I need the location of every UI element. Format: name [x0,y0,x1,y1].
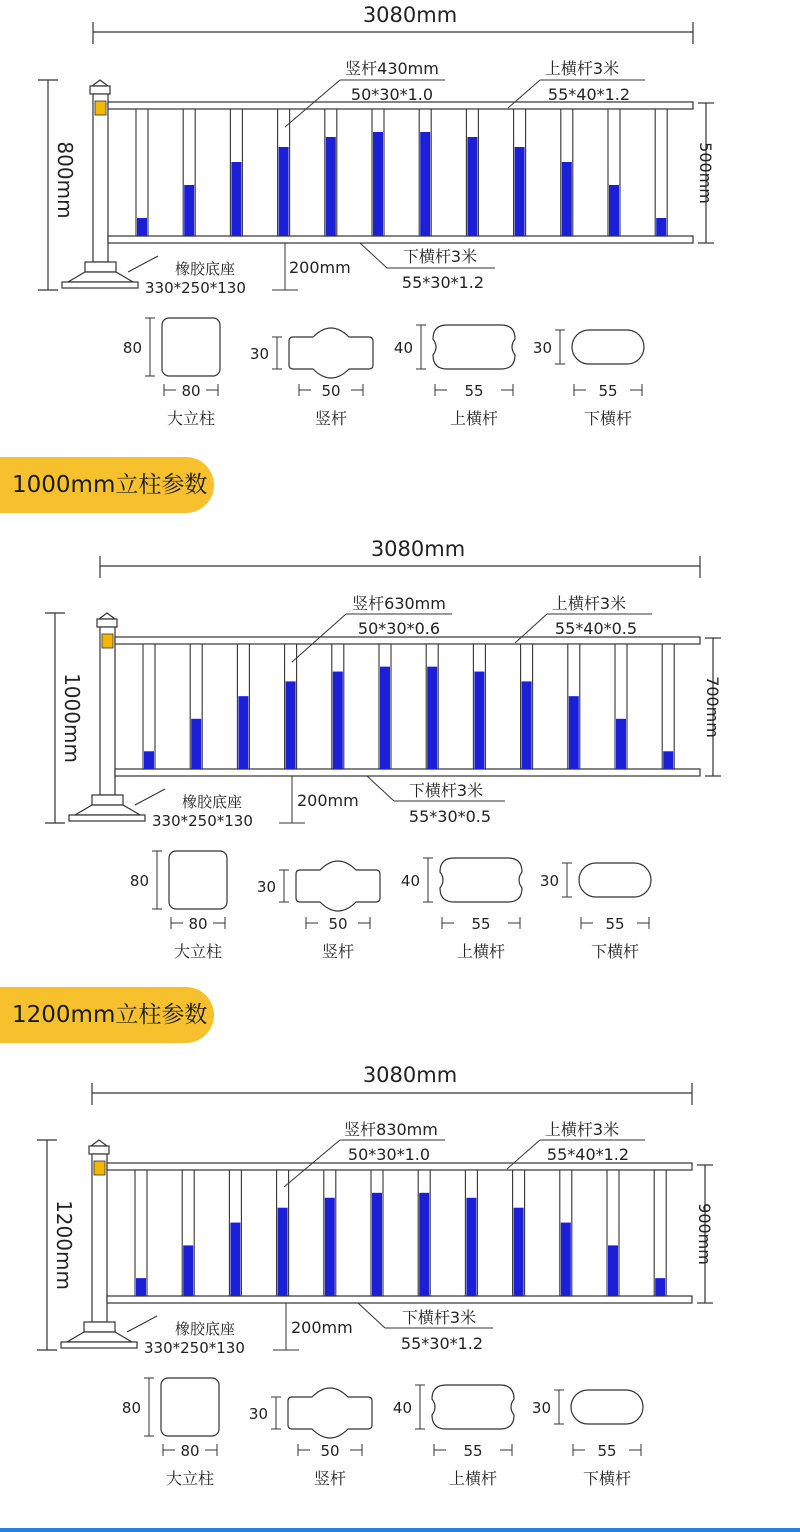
bottom-rail-profile [532,1390,643,1488]
vertical-bar-blue-segment [279,147,289,236]
top-rail-label: 上横杆3米 [544,59,620,78]
bottom-rail-label: 下横杆3米 [402,247,478,266]
base-label: 橡胶底座 [175,260,236,278]
diagram-1000 [0,533,800,973]
vertical-bar [560,1170,572,1296]
vertical-bar [654,1170,666,1296]
vertical-bar [514,109,526,236]
vertical-bar-blue-segment [137,218,147,236]
vertical-bar [513,1170,525,1296]
profile-name: 大立柱 [166,409,216,428]
vertical-bar-blue-segment [514,1208,524,1296]
vertical-bar [229,1170,241,1296]
profile-name: 竖杆 [314,409,348,428]
top-rail-spec: 55*40*1.2 [547,85,631,104]
profile-height-label: 80 [122,339,142,357]
top-rail [107,1163,692,1170]
base-label: 橡胶底座 [182,793,243,811]
bottom-rail [115,769,700,776]
vertical-bar-blue-segment [184,185,194,236]
profile-height-label: 30 [539,872,559,890]
vertical-bar-blue-segment [467,137,477,236]
base-spec: 330*250*130 [144,1339,245,1357]
vertical-bar [608,109,620,236]
diagram-1200 [0,1060,800,1500]
clearance-label: 200mm [289,258,351,277]
vertical-bar-blue-segment [562,162,572,236]
overall-height-label: 800mm [53,141,77,219]
vertical-bar-blue-segment [380,667,390,769]
vertical-bar-blue-segment [231,162,241,236]
vertical-bar-profile [250,328,373,428]
vertical-bar [135,1170,147,1296]
vertical-bar [521,644,533,769]
profile-height-label: 40 [392,1399,412,1417]
vertical-bar-blue-segment [191,719,201,769]
clearance-label: 200mm [297,791,359,810]
section-banner-1000 [0,457,214,513]
footer-divider [0,1528,800,1532]
section-banner-1200 [0,987,214,1043]
profile-height-label: 40 [393,339,413,357]
vertical-bar-blue-segment [515,147,525,236]
vertical-bar [561,109,573,236]
vertical-bar [465,1170,477,1296]
vertical-bar-blue-segment [278,1208,288,1296]
vertical-bar [419,109,431,236]
vertical-bar-blue-segment [238,696,248,769]
profile-width-label: 55 [598,382,618,400]
profile-name: 上横杆 [448,1469,498,1488]
rail-gap-label: 500mm [696,142,715,204]
profile-name: 下横杆 [582,1469,632,1488]
profile-name: 下横杆 [583,409,633,428]
rail-gap-label: 900mm [695,1203,714,1265]
profile-width-label: 80 [188,915,208,933]
vertical-bar-blue-segment [372,1193,382,1296]
profile-name: 竖杆 [313,1469,347,1488]
profile-width-label: 50 [328,915,348,933]
vertical-bar-blue-segment [326,137,336,236]
vertical-bar-blue-segment [136,1278,146,1296]
vertical-bar-blue-segment [608,1245,618,1296]
vertical-bar [136,109,148,236]
top-rail-profile [394,325,515,428]
vertical-bar-blue-segment [325,1198,335,1296]
vertical-bar [372,109,384,236]
base-spec: 330*250*130 [145,279,246,297]
vertical-bar [615,644,627,769]
reflector [102,634,113,648]
profile-height-label: 30 [256,878,276,896]
vertical-bar [473,644,485,769]
profile-height-label: 80 [129,872,149,890]
vertical-bar [379,644,391,769]
vertical-bar-spec: 50*30*1.0 [347,1145,431,1164]
vertical-bar-blue-segment [474,672,484,769]
overall-length-label: 3080mm [362,1063,458,1087]
banner-text: 1000mm立柱参数 [12,472,208,498]
railing-drawing-1000 [0,533,800,973]
top-rail-profile [401,858,522,961]
top-rail-spec: 55*40*0.5 [554,619,638,638]
vertical-bar-blue-segment [427,667,437,769]
profile-name: 大立柱 [173,942,223,961]
bottom-rail-profile [533,330,644,428]
top-rail [115,637,700,644]
profile-name: 大立柱 [165,1469,215,1488]
vertical-bar [325,109,337,236]
railing-drawing-800 [0,0,800,440]
profile-width-label: 55 [605,915,625,933]
profile-height-label: 40 [400,872,420,890]
vertical-bar-label: 竖杆830mm [344,1120,438,1139]
vertical-bar [607,1170,619,1296]
vertical-bar-profile [249,1388,372,1488]
vertical-bar [183,109,195,236]
bottom-rail-spec: 55*30*1.2 [401,273,485,292]
railing-drawing-1200 [0,1060,800,1500]
vertical-bar [230,109,242,236]
profile-name: 竖杆 [321,942,355,961]
post-profile [122,1378,219,1488]
vertical-bar-profile [257,861,380,961]
vertical-bar-blue-segment [569,696,579,769]
overall-length-label: 3080mm [370,537,466,561]
vertical-bar-blue-segment [183,1245,193,1296]
profile-width-label: 55 [464,382,484,400]
vertical-bar-blue-segment [144,751,154,769]
top-rail-profile [393,1385,514,1488]
bottom-rail [108,236,693,243]
vertical-bar-spec: 50*30*1.0 [350,85,434,104]
reflector [95,101,106,115]
bottom-rail [107,1296,692,1303]
vertical-bar-blue-segment [420,132,430,236]
vertical-bar-blue-segment [333,672,343,769]
bottom-rail-spec: 55*30*0.5 [408,807,492,826]
profile-height-label: 80 [121,1399,141,1417]
base-spec: 330*250*130 [152,812,253,830]
vertical-bar [662,644,674,769]
vertical-bar-blue-segment [373,132,383,236]
vertical-bar [418,1170,430,1296]
vertical-bar [190,644,202,769]
top-rail-spec: 55*40*1.2 [546,1145,630,1164]
profile-width-label: 55 [471,915,491,933]
clearance-label: 200mm [291,1318,353,1337]
vertical-bar [285,644,297,769]
vertical-bar-blue-segment [522,681,532,769]
profile-width-label: 55 [597,1442,617,1460]
vertical-bar [426,644,438,769]
vertical-bar [655,109,667,236]
vertical-bar [278,109,290,236]
vertical-bar-label: 竖杆430mm [345,59,439,78]
post-profile [123,318,220,428]
diagram-800 [0,0,800,440]
profile-width-label: 50 [321,382,341,400]
banner-text: 1200mm立柱参数 [12,1002,208,1028]
vertical-bar-blue-segment [609,185,619,236]
base-label: 橡胶底座 [175,1320,236,1338]
vertical-bar [466,109,478,236]
post-profile [130,851,227,961]
vertical-bar-blue-segment [286,681,296,769]
profile-name: 下横杆 [590,942,640,961]
rail-gap-label: 700mm [703,676,722,738]
top-rail-label: 上横杆3米 [551,594,627,613]
vertical-bar [182,1170,194,1296]
vertical-bar-blue-segment [230,1223,240,1296]
profile-width-label: 55 [463,1442,483,1460]
bottom-rail-spec: 55*30*1.2 [400,1334,484,1353]
profile-name: 上横杆 [449,409,499,428]
bottom-rail-label: 下横杆3米 [408,781,484,800]
overall-height-label: 1000mm [60,673,84,763]
vertical-bar [143,644,155,769]
vertical-bar [568,644,580,769]
profile-name: 上横杆 [456,942,506,961]
vertical-bar-blue-segment [656,218,666,236]
vertical-bar-blue-segment [663,751,673,769]
vertical-bar-spec: 50*30*0.6 [357,619,441,638]
profile-height-label: 30 [532,339,552,357]
vertical-bar [237,644,249,769]
bottom-rail-profile [540,863,651,961]
vertical-bar-blue-segment [466,1198,476,1296]
vertical-bar-blue-segment [655,1278,665,1296]
vertical-bar [332,644,344,769]
vertical-bar [371,1170,383,1296]
overall-length-label: 3080mm [362,3,458,27]
bottom-rail-label: 下横杆3米 [401,1308,477,1327]
vertical-bar [324,1170,336,1296]
vertical-bar [277,1170,289,1296]
profile-height-label: 30 [531,1399,551,1417]
reflector [94,1161,105,1175]
profile-width-label: 50 [320,1442,340,1460]
profile-width-label: 80 [180,1442,200,1460]
profile-height-label: 30 [248,1405,268,1423]
profile-height-label: 30 [249,345,269,363]
profile-width-label: 80 [181,382,201,400]
vertical-bar-label: 竖杆630mm [352,594,446,613]
vertical-bar-blue-segment [419,1193,429,1296]
top-rail-label: 上横杆3米 [544,1120,620,1139]
vertical-bar-blue-segment [616,719,626,769]
vertical-bar-blue-segment [561,1223,571,1296]
overall-height-label: 1200mm [52,1200,76,1290]
